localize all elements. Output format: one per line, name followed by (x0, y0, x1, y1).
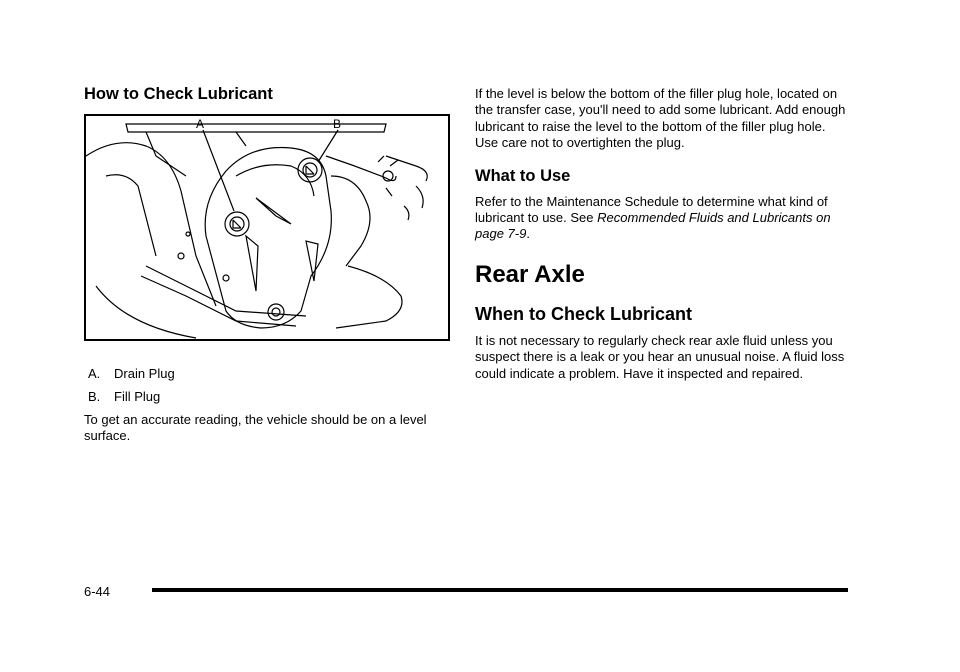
recommended-fluids-reference: Recommended Fluids and Lubricants on page 7-9 (475, 210, 831, 242)
legend-key: A. (88, 366, 101, 381)
section-title: Rear Axle (475, 260, 585, 288)
legend-key: B. (88, 389, 101, 404)
figure-legend (84, 365, 456, 405)
transfer-case-illustration (84, 114, 450, 341)
what-to-use-text: Refer to the Maintenance Schedule to determine what kind of lubricant to use. See (475, 193, 828, 226)
figure-label-a: A (196, 117, 205, 131)
left-column (84, 84, 456, 445)
footer-rule (152, 588, 848, 592)
level-surface-paragraph: To get an accurate reading, the vehicle should be on a level surface. (84, 412, 427, 444)
what-to-use-end: . (526, 226, 530, 242)
transfer-case-drawing (86, 116, 448, 339)
when-to-check-heading: When to Check Lubricant (475, 303, 693, 324)
page-number: 6-44 (84, 584, 111, 599)
legend-item-fill-plug (88, 388, 456, 405)
figure-label-b: B (333, 117, 342, 131)
legend-label: Drain Plug (114, 366, 175, 381)
legend-item-drain-plug (88, 365, 456, 382)
filler-plug-paragraph: If the level is below the bottom of the filler plug hole, located on the transfer case, you'll need to add some lubricant. Add enough lubricant to raise the level to the bottom of the filler plug hole. Use care not to overtighten the plug. (475, 86, 846, 151)
right-column (475, 86, 850, 382)
what-to-use-heading: What to Use (475, 166, 571, 185)
when-to-check-paragraph: It is not necessary to regularly check rear axle fluid unless you suspect there is a leak or you hear an unusual noise. A fluid loss could indicate a problem. Have it inspected and repaired. (475, 332, 845, 381)
how-to-check-heading: How to Check Lubricant (84, 85, 273, 103)
what-to-use-paragraph (475, 194, 850, 243)
legend-label: Fill Plug (114, 389, 161, 404)
